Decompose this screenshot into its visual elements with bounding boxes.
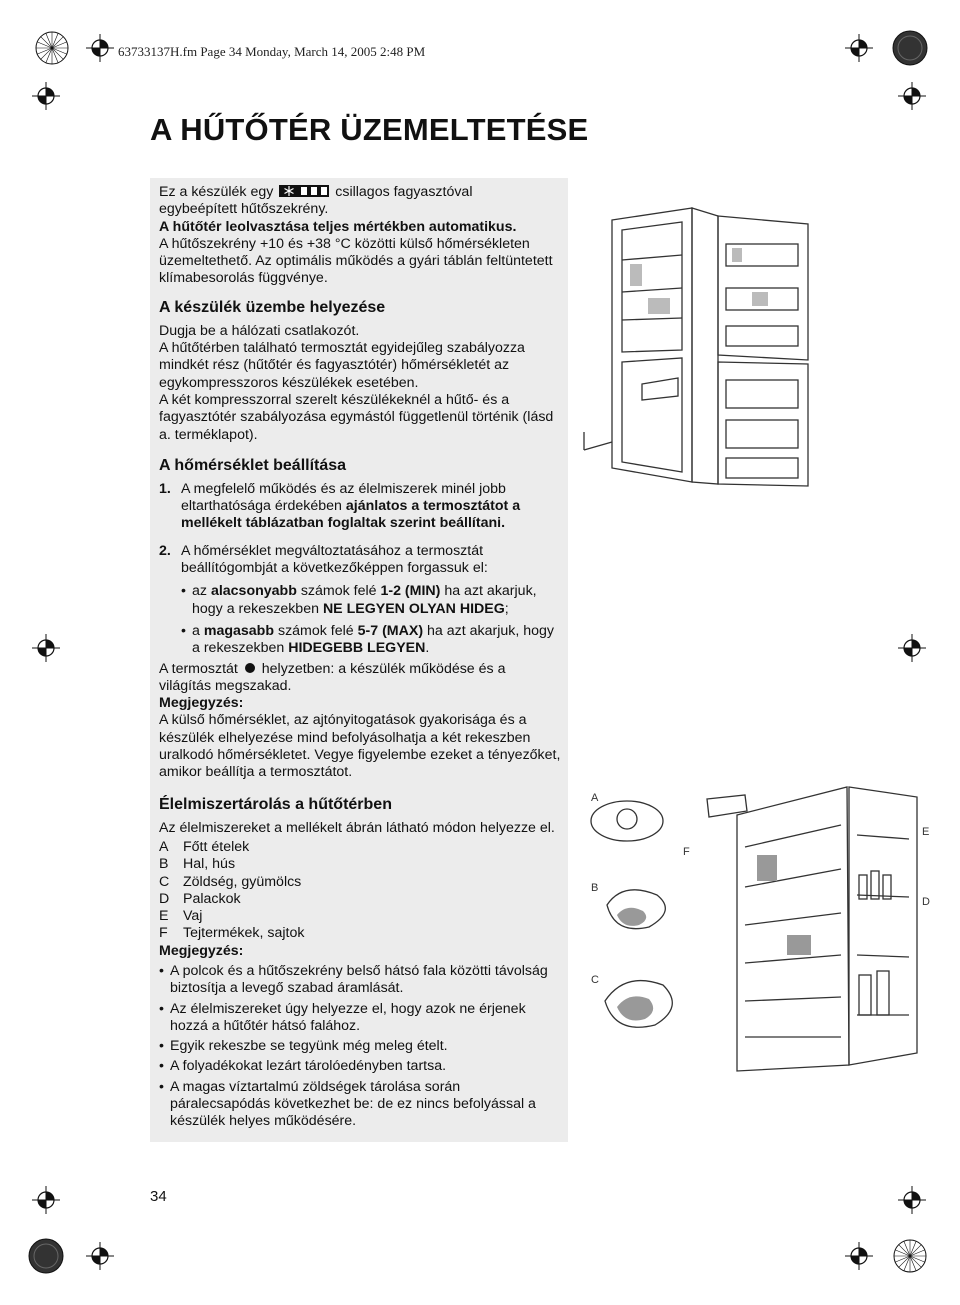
list-item: E Vaj: [159, 908, 203, 925]
defrost-note: A hűtőtér leolvasztása teljes mértékben automatikus.: [159, 218, 517, 235]
bullet-item: • A folyadékokat lezárt tárolóedényben tartsa.: [159, 1058, 447, 1075]
crosshair-icon: [898, 1186, 926, 1214]
registration-disc-icon: [26, 1236, 66, 1276]
off-position-dot-icon: [245, 663, 255, 673]
numbered-item-1: 1. A megfelelő működés és az élelmiszerek minél jobb eltarthatósága érdekében ajánlatos a termosztátot a mellékelt táblázatban foglaltak szerint beállítani.: [159, 480, 521, 532]
crosshair-icon: [898, 634, 926, 662]
food-list: [159, 839, 561, 943]
bullet-item: • A magas víztartalmú zöldségek tárolása során páralecsapódás következhet be: de ez nincs befolyással a készülék helyes működésére.: [159, 1078, 536, 1130]
crosshair-icon: [845, 34, 873, 62]
list-item: C Zöldség, gyümölcs: [159, 873, 302, 890]
registration-mark-icon: [888, 1234, 932, 1278]
thermostat-off-note: A termosztát helyzetben: a készülék működése és a világítás megszakad.: [159, 660, 506, 694]
list-item: D Palackok: [159, 890, 241, 907]
crosshair-icon: [845, 1242, 873, 1270]
figure-label: E: [922, 826, 930, 838]
food-storage-illustration: [587, 775, 932, 1075]
note-label: Megjegyzés:: [159, 942, 244, 959]
paragraph: A hűtőtérben található termosztát egyidejűleg szabályozza mindkét rész (hűtőtér és fagyasztótér) hőmérsékletét az egykompresszoros készülékek esetében.: [159, 340, 525, 391]
numbered-item-2: 2. A hőmérséklet megváltoztatásához a termosztát beállítógombját a következőképpen forgassuk el:: [159, 542, 488, 577]
page-number: 34: [150, 1188, 167, 1205]
intro-line-1: Ez a készülék egy csillagos fagyasztóval: [159, 184, 473, 200]
list-item: A Főtt ételek: [159, 838, 250, 855]
figure-label: C: [591, 974, 599, 986]
bullet-item: • Egyik rekeszbe se tegyünk még meleg ételt.: [159, 1038, 448, 1055]
intro-line-2: egybeépített hűtőszekrény.: [159, 201, 329, 218]
paragraph: Dugja be a hálózati csatlakozót.: [159, 322, 360, 339]
figure-label: D: [922, 896, 930, 908]
crosshair-icon: [898, 82, 926, 110]
bullet-item: • az alacsonyabb számok felé 1-2 (MIN) ha azt akarjuk, hogy a rekeszekben NE LEGYEN OLYAN HIDEG;: [181, 583, 537, 617]
intro-text: A hűtőszekrény +10 és +38 °C közötti külső hőmérsékleten üzemeltethető. Az optimális működés a gyári táblán feltüntetett klímabesorolás függvénye.: [159, 235, 553, 287]
bullet-item: • a magasabb számok felé 5-7 (MAX) ha azt akarjuk, hogy a rekeszekben HIDEGEBB LEGYEN.: [181, 622, 554, 657]
figure-label: F: [683, 846, 690, 858]
crosshair-icon: [32, 1186, 60, 1214]
paragraph: A két kompresszorral szerelt készülékeknél a hűtő- és a fagyasztótér szabályozása egymástól függetlenül történik (lásd a. terméklapot).: [159, 391, 554, 443]
crosshair-icon: [32, 82, 60, 110]
main-text: [159, 184, 561, 1131]
refrigerator-open-illustration: [582, 200, 822, 500]
list-item: B Hal, hús: [159, 856, 236, 873]
crosshair-icon: [86, 1242, 114, 1270]
bullet-item: • A polcok és a hűtőszekrény belső hátsó fala közötti távolság biztosítja a levegő szabad áramlását.: [159, 962, 548, 997]
freezer-star-symbol-icon: [279, 185, 329, 197]
section-heading-temperature: A hőmérséklet beállítása: [159, 456, 347, 474]
page-title: A HŰTŐTÉR ÜZEMELTETÉSE: [150, 112, 589, 147]
note-text: A külső hőmérséklet, az ajtónyitogatások gyakorisága és a készülék elhelyezése mind befolyásolhatja a két rekeszben uralkodó hőmérsékletet. Vegye figyelembe ezeket a tényezőket, amikor beállítja a termosztátot.: [159, 712, 561, 781]
section-heading-food-storage: Élelmiszertárolás a hűtőtérben: [159, 795, 392, 813]
crosshair-icon: [86, 34, 114, 62]
paragraph: Az élelmiszereket a mellékelt ábrán látható módon helyezze el.: [159, 819, 555, 836]
list-item: F Tejtermékek, sajtok: [159, 925, 305, 942]
figure-label: A: [591, 792, 599, 804]
section-heading-installation: A készülék üzembe helyezése: [159, 298, 386, 316]
print-header: 63733137H.fm Page 34 Monday, March 14, 2005 2:48 PM: [118, 44, 426, 59]
registration-disc-icon: [890, 28, 930, 68]
note-label: Megjegyzés:: [159, 695, 244, 712]
bullet-item: • Az élelmiszereket úgy helyezze el, hogy azok ne érjenek hozzá a hűtőtér hátsó falához.: [159, 1000, 526, 1034]
registration-mark-icon: [30, 26, 74, 70]
figure-label: B: [591, 882, 599, 894]
crosshair-icon: [32, 634, 60, 662]
